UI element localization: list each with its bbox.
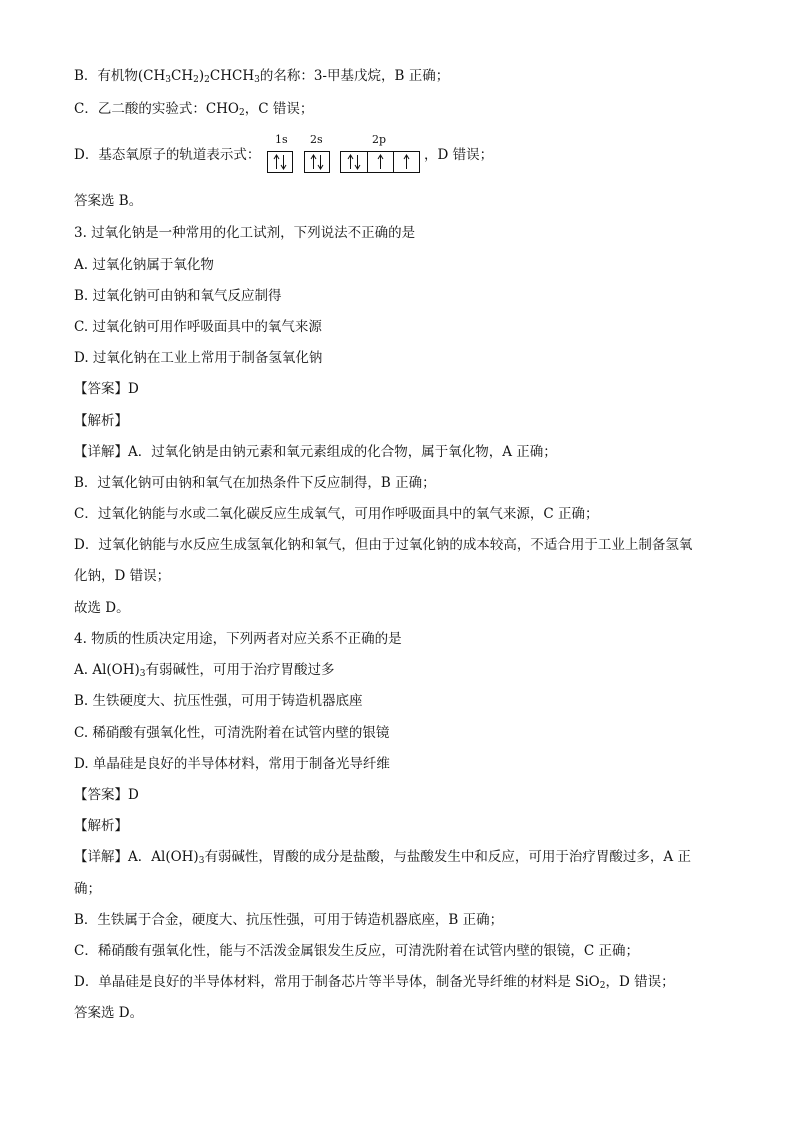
q3-analysis-heading: 【解析】 — [74, 413, 128, 429]
orbital-cell — [341, 152, 368, 172]
q4-conclusion: 答案选 D。 — [74, 1005, 144, 1021]
spin-down-arrow-icon — [354, 154, 361, 170]
q4-option-b: B. 生铁硬度大、抗压性强，可用于铸造机器底座 — [74, 693, 363, 709]
q4-option-d: D. 单晶硅是良好的半导体材料，常用于制备光导纤维 — [74, 756, 390, 772]
orbital-box-1s — [267, 151, 293, 173]
q3-stem: 3. 过氧化钠是一种常用的化工试剂，下列说法不正确的是 — [74, 225, 416, 241]
orbital-cell — [268, 152, 292, 172]
spin-up-arrow-icon — [377, 154, 384, 170]
q2-answer: 答案选 B。 — [74, 193, 143, 209]
q3-explanation-4a: D．过氧化钠能与水反应生成氢氧化钠和氧气，但由于过氧化钠的成本较高，不适合用于工业上制备氢氧 — [74, 537, 693, 553]
orbital-label-2p: 2p — [372, 133, 387, 146]
spin-up-arrow-icon — [310, 154, 317, 170]
line-b-option: B．有机物$(CH_3CH_2)_2CHCH_3$的名称：3-甲基戊烷，B 正确； — [74, 68, 450, 85]
q3-option-a: A. 过氧化钠属于氧化物 — [74, 257, 214, 273]
q3-explanation-2: B．过氧化钠可由钠和氧气在加热条件下反应制得，B 正确； — [74, 475, 436, 491]
line-d-option-tail: ，D 错误； — [424, 147, 494, 163]
spin-down-arrow-icon — [280, 154, 287, 170]
q3-option-d: D. 过氧化钠在工业上常用于制备氢氧化钠 — [74, 350, 323, 366]
q4-option-a: A. $Al(OH)_3$有弱碱性，可用于治疗胃酸过多 — [74, 662, 335, 679]
line-c-option: C．乙二酸的实验式：$CHO_2$，C 错误； — [74, 101, 314, 118]
q4-explanation-1b: 确； — [74, 881, 101, 897]
q4-stem: 4. 物质的性质决定用途，下列两者对应关系不正确的是 — [74, 631, 402, 647]
q4-analysis-heading: 【解析】 — [74, 818, 128, 834]
q4-answer: 【答案】D — [74, 787, 139, 803]
q4-explanation-4: D．单晶硅是良好的半导体材料，常用于制备芯片等半导体，制备光导纤维的材料是 SiO$_2$，D 错误； — [74, 974, 675, 991]
orbital-label-2s: 2s — [310, 133, 323, 146]
q3-explanation-3: C．过氧化钠能与水或二氧化碳反应生成氧气，可用作呼吸面具中的氧气来源，C 正确； — [74, 506, 599, 522]
orbital-cell — [305, 152, 329, 172]
q4-option-c: C. 稀硝酸有强氧化性，可清洗附着在试管内壁的银镜 — [74, 725, 390, 741]
spin-up-arrow-icon — [347, 154, 354, 170]
orbital-box-2s — [304, 151, 330, 173]
spin-up-arrow-icon — [403, 154, 410, 170]
spin-up-arrow-icon — [273, 154, 280, 170]
q3-option-c: C. 过氧化钠可用作呼吸面具中的氧气来源 — [74, 319, 322, 335]
q4-explanation-3: C．稀硝酸有强氧化性，能与不活泼金属银发生反应，可清洗附着在试管内壁的银镜，C 正确； — [74, 943, 639, 959]
orbital-cell — [394, 152, 419, 172]
q4-explanation-2: B．生铁属于合金，硬度大、抗压性强，可用于铸造机器底座，B 正确； — [74, 912, 504, 928]
q3-conclusion: 故选 D。 — [74, 600, 130, 616]
orbital-label-1s: 1s — [275, 133, 288, 146]
line-d-option: D．基态氧原子的轨道表示式： — [74, 147, 261, 163]
spin-down-arrow-icon — [317, 154, 324, 170]
q3-option-b: B. 过氧化钠可由钠和氧气反应制得 — [74, 288, 282, 304]
q3-explanation-1: 【详解】A．过氧化钠是由钠元素和氧元素组成的化合物，属于氧化物，A 正确； — [74, 444, 557, 460]
q3-answer: 【答案】D — [74, 381, 139, 397]
q3-explanation-4b: 化钠，D 错误； — [74, 568, 171, 584]
orbital-box-2p — [340, 151, 420, 173]
orbital-cell — [368, 152, 394, 172]
q4-explanation-1: 【详解】A．$Al(OH)_3$有弱碱性，胃酸的成分是盐酸，与盐酸发生中和反应，可用于治疗胃酸过多，A 正 — [74, 849, 691, 866]
